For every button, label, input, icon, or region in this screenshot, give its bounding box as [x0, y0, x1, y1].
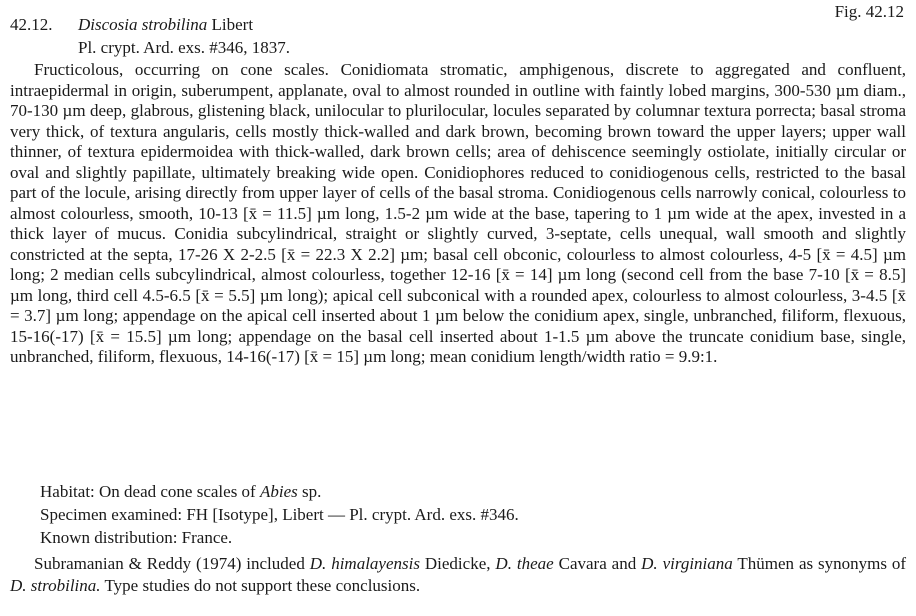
- entry-citation: Pl. crypt. Ard. exs. #346, 1837.: [78, 38, 291, 57]
- remark-species: D. strobilina.: [10, 576, 101, 595]
- species-author: Libert: [211, 15, 254, 34]
- remark-text: Thümen as synonyms of: [737, 554, 907, 573]
- remark-text: Subramanian & Reddy (1974) included: [34, 554, 305, 573]
- habitat-line: [40, 482, 321, 502]
- habitat-suffix: sp.: [302, 482, 322, 501]
- habitat-label: Habitat: On dead cone scales of: [40, 482, 256, 501]
- species-description: Fructicolous, occurring on cone scales. Conidiomata stromatic, amphigenous, discrete to aggregated and confluent, intraepidermal in origin, suberumpent, applanate, oval to almost rounded in outline with faintly lobed margins, 300-530 µm diam., 70-130 µm deep, glabrous, glistening black, unilocular to plurilocular, locules separated by columnar textura porrecta; basal stroma very thick, of textura angularis, cells mostly thick-walled and dark brown, becoming brown toward the upper layers; upper wall thinner, of textura epidermoidea with thick-walled, dark brown cells; area of dehiscence seemingly ostiolate, initially circular or oval and slightly papillate, ultimately breaking wide open. Conidiophores reduced to conidiogenous cells, restricted to the basal part of the locule, arising directly from upper layer of cells of the basal stroma. Conidiogenous cells narrowly conical, colourless to almost colourless, smooth, 10-13 [x̄ = 11.5] µm long, 1.5-2 µm wide at the base, tapering to 1 µm wide at the apex, invested in a thick layer of mucus. Conidia subcylindrical, straight or slightly curved, 3-septate, cells unequal, wall smooth and slightly constricted at the septa, 17-26 X 2-2.5 [x̄ = 22.3 X 2.2] µm; basal cell obconic, colourless to almost colourless, 4-5 [x̄ = 4.5] µm long; 2 median cells subcylindrical, almost colourless, together 12-16 [x̄ = 14] µm long (second cell from the base 7-10 [x̄ = 8.5] µm long, third cell 4.5-6.5 [x̄ = 5.5] µm long); apical cell subconical with a rounded apex, colourless to almost colourless, 3-4.5 [x̄ = 3.7] µm long; appendage on the apical cell inserted about 1 µm below the conidium apex, single, unbranched, filiform, flexuous, 15-16(-17) [x̄ = 15.5] µm long; appendage on the basal cell inserted about 1-1.5 µm above the truncate conidium base, single, unbranched, filiform, flexuous, 14-16(-17) [x̄ = 15] µm long; mean conidium length/width ratio = 9.9:1.: [10, 60, 906, 366]
- entry-heading: [10, 14, 253, 36]
- remark-species: D. virginiana: [641, 554, 733, 573]
- remark-text: Cavara and: [558, 554, 637, 573]
- species-name: Discosia strobilina: [78, 15, 208, 34]
- remark-species: D. theae: [495, 554, 554, 573]
- remark-species: D. himalayensis: [309, 554, 420, 573]
- remark-text: Type studies do not support these conclusions.: [104, 576, 421, 595]
- figure-label: Fig. 42.12: [834, 2, 904, 21]
- habitat-host: Abies: [259, 482, 298, 501]
- taxonomic-remark: [10, 553, 906, 597]
- remark-text: Diedicke,: [424, 554, 491, 573]
- distribution-line: Known distribution: France.: [40, 528, 233, 547]
- specimen-line: Specimen examined: FH [Isotype], Libert — Pl. crypt. Ard. exs. #346.: [40, 505, 519, 524]
- entry-number: 42.12.: [10, 15, 53, 34]
